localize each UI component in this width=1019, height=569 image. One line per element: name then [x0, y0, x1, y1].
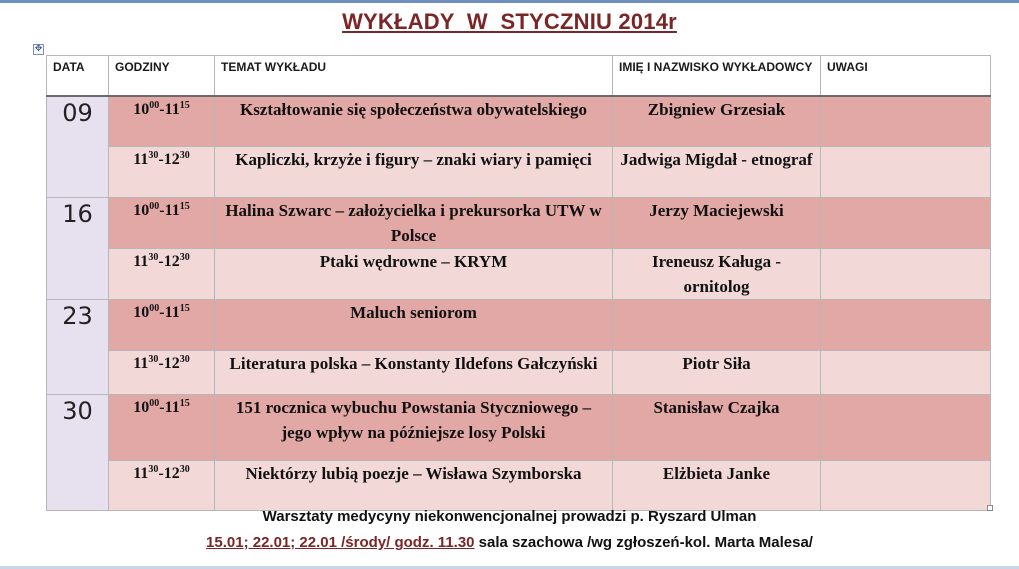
- page-title: WYKŁADY W STYCZNIU 2014r: [342, 9, 677, 34]
- table-row: [47, 351, 991, 395]
- hours-cell: $11^{30}-12^{30}$: [109, 147, 215, 198]
- workshop-note: Warsztaty medycyny niekonwencjonalnej prowadzi p. Ryszard Ulman: [262, 508, 757, 525]
- hours-hour: 10: [133, 399, 150, 416]
- hours-hour: 11: [133, 253, 149, 270]
- hours-hour: 12: [163, 151, 180, 168]
- hours-hour: 11: [133, 355, 149, 372]
- hours-minutes: 30: [148, 464, 159, 475]
- hours-minutes: 30: [148, 252, 159, 263]
- hours-hour: 11: [133, 151, 149, 168]
- hours-minutes: 30: [179, 464, 190, 475]
- hours-cell: $10^{00}-11^{15}$: [109, 395, 215, 461]
- workshop-schedule: [0, 534, 1019, 551]
- date-cell: 23: [47, 300, 109, 395]
- lecture-schedule-table: [46, 55, 991, 511]
- date-cell: 16: [47, 198, 109, 300]
- topic-cell: Maluch seniorom: [215, 300, 613, 351]
- topic-cell: Literatura polska – Konstanty Ildefons Gałczyński: [215, 351, 613, 395]
- topic-cell: Ptaki wędrowne – KRYM: [215, 249, 613, 300]
- hours-minutes: 30: [148, 150, 159, 161]
- lecturer-cell: Jadwiga Migdał - etnograf: [613, 147, 821, 198]
- hours-cell: $10^{00}-11^{15}$: [109, 300, 215, 351]
- hours-minutes: 15: [179, 201, 190, 212]
- hours-hour: 11: [164, 304, 180, 321]
- hours-hour: 11: [164, 100, 180, 118]
- header-date: DATA: [47, 56, 109, 96]
- header-lecturer: IMIĘ I NAZWISKO WYKŁADOWCY: [613, 56, 821, 96]
- lecturer-cell: Stanisław Czajka: [613, 395, 821, 461]
- topic-cell: 151 rocznica wybuchu Powstania Styczniowego – jego wpływ na późniejsze losy Polski: [215, 395, 613, 461]
- topic-cell: Niektórzy lubią poezje – Wisława Szymborska: [215, 461, 613, 511]
- lecturer-cell: Elżbieta Janke: [613, 461, 821, 511]
- lecturer-cell: Jerzy Maciejewski: [613, 198, 821, 249]
- topic-cell: Kapliczki, krzyże i figury – znaki wiary i pamięci: [215, 147, 613, 198]
- hours-cell: $10^{00}-11^{15}$: [109, 198, 215, 249]
- hours-cell: $11^{30}-12^{30}$: [109, 351, 215, 395]
- table-row: [47, 249, 991, 300]
- page-top-rule: [0, 0, 1019, 3]
- header-topic: TEMAT WYKŁADU: [215, 56, 613, 96]
- hours-cell: $11^{30}-12^{30}$: [109, 461, 215, 511]
- topic-cell: Kształtowanie się społeczeństwa obywatelskiego: [215, 96, 613, 147]
- date-cell: 30: [47, 395, 109, 511]
- topic-cell: Halina Szwarc – założycielka i prekursorka UTW w Polsce: [215, 198, 613, 249]
- workshop-dates: 15.01; 22.01; 22.01 /środy/ godz. 11.30: [206, 534, 475, 551]
- notes-cell: [821, 461, 991, 511]
- lecturer-cell: Zbigniew Grzesiak: [613, 96, 821, 147]
- header-hours: GODZINY: [109, 56, 215, 96]
- hours-hour: 10: [133, 202, 150, 219]
- notes-cell: [821, 351, 991, 395]
- hours-minutes: 30: [179, 354, 190, 365]
- hours-minutes: 30: [179, 150, 190, 161]
- header-notes: UWAGI: [821, 56, 991, 96]
- lecturer-cell: [613, 300, 821, 351]
- hours-hour: 12: [163, 355, 180, 372]
- date-cell: 09: [47, 96, 109, 198]
- lecturer-cell: Ireneusz Kaługa - ornitolog: [613, 249, 821, 300]
- move-handle-icon[interactable]: ✥: [34, 44, 43, 54]
- lecturer-cell: Piotr Siła: [613, 351, 821, 395]
- hours-hour: 12: [163, 253, 180, 270]
- hours-hour: 12: [163, 465, 180, 482]
- hours-minutes: 15: [179, 99, 190, 111]
- hours-minutes: 15: [179, 303, 190, 314]
- schedule-body: [47, 96, 991, 511]
- table-row: [47, 395, 991, 461]
- hours-hour: 11: [164, 399, 180, 416]
- hours-hour: 11: [164, 202, 180, 219]
- hours-minutes: 15: [179, 398, 190, 409]
- table-header-row: [47, 56, 991, 96]
- workshop-place: sala szachowa /wg zgłoszeń-kol. Marta Malesa/: [474, 534, 813, 551]
- table-row: [47, 96, 991, 147]
- table-row: [47, 147, 991, 198]
- notes-cell: [821, 249, 991, 300]
- hours-hour: 10: [133, 100, 150, 118]
- notes-cell: [821, 395, 991, 461]
- notes-cell: [821, 147, 991, 198]
- table-row: [47, 300, 991, 351]
- hours-minutes: 00: [149, 201, 160, 212]
- hours-minutes: 00: [149, 303, 160, 314]
- hours-cell: $10^{00}-11^{15}$: [109, 96, 215, 147]
- table-row: [47, 461, 991, 511]
- hours-hour: 10: [133, 304, 150, 321]
- notes-cell: [821, 198, 991, 249]
- hours-cell: $11^{30}-12^{30}$: [109, 249, 215, 300]
- hours-minutes: 30: [179, 252, 190, 263]
- hours-minutes: 30: [148, 354, 159, 365]
- hours-hour: 11: [133, 465, 149, 482]
- hours-minutes: 00: [149, 99, 160, 111]
- notes-cell: [821, 96, 991, 147]
- table-row: [47, 198, 991, 249]
- notes-cell: [821, 300, 991, 351]
- hours-minutes: 00: [149, 398, 160, 409]
